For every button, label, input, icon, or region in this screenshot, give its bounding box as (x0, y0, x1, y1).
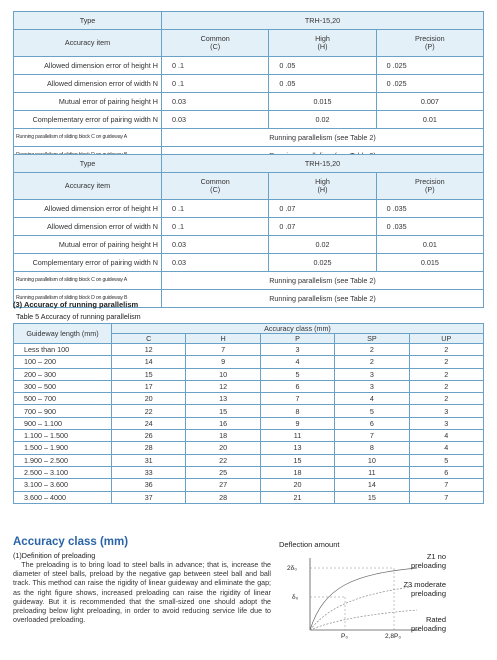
accuracy-table-2 (13, 154, 484, 308)
class-header-h: H (186, 334, 260, 344)
guideway-length: 3.600 – 4000 (14, 491, 112, 503)
cell: 13 (260, 442, 334, 454)
table-row (14, 491, 484, 503)
row-label: Running parallelism of sliding block C on guideway A (14, 129, 162, 147)
class-common: Common (C) (162, 173, 269, 200)
cell: 36 (112, 479, 186, 491)
class-precision: Precision (P) (376, 30, 483, 57)
cell: 0.015 (376, 254, 483, 272)
guideway-length: 900 – 1.100 (14, 417, 112, 429)
cell: 20 (260, 479, 334, 491)
type-value: TRH-15,20 (162, 155, 484, 173)
label-rated: Rated preloading (410, 615, 446, 633)
row-label: Allowed dimension error of width N (14, 218, 162, 236)
guideway-length: 100 – 200 (14, 356, 112, 368)
accuracy-class-title: Accuracy class (mm) (13, 536, 129, 548)
cell: 15 (186, 405, 260, 417)
cell: 28 (186, 491, 260, 503)
cell: 4 (409, 430, 483, 442)
cell: 12 (112, 344, 186, 356)
cell: 14 (335, 479, 409, 491)
guideway-length: 500 – 700 (14, 393, 112, 405)
class-common: Common (C) (162, 30, 269, 57)
cell: 0.03 (162, 236, 269, 254)
cell: 3 (409, 417, 483, 429)
accuracy-class-header: Accuracy class (mm) (112, 324, 484, 334)
cell: 0.025 (269, 254, 376, 272)
cell: 15 (335, 491, 409, 503)
cell: 5 (335, 405, 409, 417)
cell: 11 (260, 430, 334, 442)
cell: 0.03 (162, 111, 269, 129)
table-row (14, 417, 484, 429)
tick-2-8p0: 2,8P₀ (385, 633, 402, 640)
cell: 21 (260, 491, 334, 503)
cell: 6 (260, 380, 334, 392)
table-row (14, 356, 484, 368)
row-label: Mutual error of pairing height H (14, 236, 162, 254)
table-row (14, 405, 484, 417)
cell: 3 (260, 344, 334, 356)
cell: 3 (409, 405, 483, 417)
cell: 4 (409, 442, 483, 454)
guideway-length: 200 – 300 (14, 368, 112, 380)
guideway-length: 1.900 – 2.500 (14, 454, 112, 466)
definition-body: The preloading is to bring load to steel balls in advance; that is, increase the diameter of steel balls, preload by the negative gap between steel ball and ball track. This method can raise the rigidity of linear guideway and eliminate the gap; as the right figure shows, increased preloading can raise the rigidity of linear guideway. But it is recommended that the small-sized one should adopt the preloading below light preloading, in order to avoid reducing service life due to overloaded preloading. (13, 561, 271, 625)
cell: 24 (112, 417, 186, 429)
table-row (14, 272, 484, 290)
cell: 4 (335, 393, 409, 405)
table-row (14, 344, 484, 356)
class-header-row (14, 173, 484, 200)
cell: 5 (409, 454, 483, 466)
table-row (14, 57, 484, 75)
cell: 22 (186, 454, 260, 466)
table-row (14, 442, 484, 454)
table-row (14, 393, 484, 405)
cell: 0 .05 (269, 57, 376, 75)
cell: 8 (260, 405, 334, 417)
cell: 6 (335, 417, 409, 429)
cell: 12 (186, 380, 260, 392)
guideway-length: Less than 100 (14, 344, 112, 356)
cell: 7 (260, 393, 334, 405)
cell: 28 (112, 442, 186, 454)
curve-rated (310, 610, 417, 630)
table-caption: Table 5 Accuracy of running parallelism (16, 312, 141, 321)
table-row (14, 254, 484, 272)
row-label: Running parallelism of sliding block D on guideway B (14, 290, 162, 308)
table-row (14, 111, 484, 129)
cell: 33 (112, 466, 186, 478)
graph-title: Deflection amount (279, 540, 340, 549)
table-row (14, 218, 484, 236)
cell: 0 .07 (269, 218, 376, 236)
type-label: Type (14, 155, 162, 173)
cell: 18 (260, 466, 334, 478)
cell: 7 (409, 479, 483, 491)
cell: 2 (335, 344, 409, 356)
cell: 0 .025 (376, 75, 483, 93)
cell: 2 (335, 356, 409, 368)
tick-2d0: 2δ₀ (287, 565, 297, 572)
preload-deflection-graph (279, 548, 484, 652)
cell: 7 (335, 430, 409, 442)
table-row (14, 368, 484, 380)
table-row (14, 236, 484, 254)
cell: Running parallelism (see Table 2) (162, 290, 484, 308)
cell: 2 (409, 368, 483, 380)
guideway-length: 300 – 500 (14, 380, 112, 392)
class-high: High (H) (269, 173, 376, 200)
cell: 7 (409, 491, 483, 503)
cell: 0 .035 (376, 200, 483, 218)
cell: 6 (409, 466, 483, 478)
cell: 0.01 (376, 236, 483, 254)
table-row (14, 479, 484, 491)
table-row (14, 380, 484, 392)
tick-d0: δ₀ (292, 594, 299, 601)
class-precision: Precision (P) (376, 173, 483, 200)
cell: 10 (186, 368, 260, 380)
table-row (14, 430, 484, 442)
row-label: Running parallelism of sliding block C on guideway A (14, 272, 162, 290)
cell: 2 (409, 344, 483, 356)
row-label: Allowed dimension error of height H (14, 57, 162, 75)
cell: 0.02 (269, 236, 376, 254)
cell: 31 (112, 454, 186, 466)
guideway-length-header: Guideway length (mm) (14, 324, 112, 344)
type-row (14, 155, 484, 173)
row-label: Allowed dimension error of width N (14, 75, 162, 93)
cell: 0 .1 (162, 200, 269, 218)
cell: 16 (186, 417, 260, 429)
cell: 0.02 (269, 111, 376, 129)
cell: 13 (186, 393, 260, 405)
cell: 37 (112, 491, 186, 503)
tick-p0: P₀ (341, 633, 349, 640)
section-title: (3) Accuracy of running parallelism (13, 300, 139, 309)
guideway-length: 1.100 – 1.500 (14, 430, 112, 442)
label-z1: Z1 no preloading (410, 552, 446, 570)
class-header-p: P (260, 334, 334, 344)
cell: 0.007 (376, 93, 483, 111)
cell: 0 .1 (162, 218, 269, 236)
type-label: Type (14, 12, 162, 30)
table-row (14, 200, 484, 218)
type-row (14, 12, 484, 30)
guideway-length: 700 – 900 (14, 405, 112, 417)
definition-title: (1)Definition of preloading (13, 551, 96, 560)
cell: 9 (186, 356, 260, 368)
table-row (14, 466, 484, 478)
accuracy-item-label: Accuracy item (14, 30, 162, 57)
cell: 0.03 (162, 254, 269, 272)
cell: 18 (186, 430, 260, 442)
table-row (14, 129, 484, 147)
cell: 2 (409, 356, 483, 368)
class-header-row (14, 30, 484, 57)
guideway-length: 3.100 – 3.600 (14, 479, 112, 491)
cell: Running parallelism (see Table 2) (162, 272, 484, 290)
cell: 0 .07 (269, 200, 376, 218)
cell: 7 (186, 344, 260, 356)
cell: 20 (112, 393, 186, 405)
class-high: High (H) (269, 30, 376, 57)
cell: 10 (335, 454, 409, 466)
cell: 11 (335, 466, 409, 478)
cell: 25 (186, 466, 260, 478)
cell: 0 .1 (162, 75, 269, 93)
cell: 26 (112, 430, 186, 442)
cell: 2 (409, 393, 483, 405)
class-header-c: C (112, 334, 186, 344)
curve-z1 (310, 568, 417, 630)
label-z3: Z3 moderate preloading (403, 580, 446, 598)
class-header-up: UP (409, 334, 483, 344)
accuracy-table-1 (13, 11, 484, 165)
cell: 15 (260, 454, 334, 466)
cell: 8 (335, 442, 409, 454)
row-label: Complementary error of pairing width N (14, 111, 162, 129)
cell: 22 (112, 405, 186, 417)
type-value: TRH-15,20 (162, 12, 484, 30)
row-label: Allowed dimension error of height H (14, 200, 162, 218)
row-label: Complementary error of pairing width N (14, 254, 162, 272)
curve-z3 (310, 586, 417, 630)
cell: 27 (186, 479, 260, 491)
class-header-sp: SP (335, 334, 409, 344)
cell: 2 (409, 380, 483, 392)
cell: 14 (112, 356, 186, 368)
cell: 5 (260, 368, 334, 380)
cell: 0.01 (376, 111, 483, 129)
cell: 0.03 (162, 93, 269, 111)
table-row (14, 93, 484, 111)
running-parallelism-table (13, 323, 484, 504)
cell: 3 (335, 368, 409, 380)
row-label: Mutual error of pairing height H (14, 93, 162, 111)
cell: 0.015 (269, 93, 376, 111)
cell: 0 .035 (376, 218, 483, 236)
accuracy-item-label: Accuracy item (14, 173, 162, 200)
cell: 17 (112, 380, 186, 392)
cell: 4 (260, 356, 334, 368)
cell: 9 (260, 417, 334, 429)
guideway-length: 1.500 – 1.900 (14, 442, 112, 454)
header-row (14, 324, 484, 334)
cell: Running parallelism (see Table 2) (162, 129, 484, 147)
cell: 0 .05 (269, 75, 376, 93)
table-row (14, 75, 484, 93)
table-row (14, 454, 484, 466)
cell: 0 .1 (162, 57, 269, 75)
cell: 20 (186, 442, 260, 454)
guideway-length: 2.500 – 3.100 (14, 466, 112, 478)
cell: 3 (335, 380, 409, 392)
cell: 15 (112, 368, 186, 380)
cell: 0 .025 (376, 57, 483, 75)
